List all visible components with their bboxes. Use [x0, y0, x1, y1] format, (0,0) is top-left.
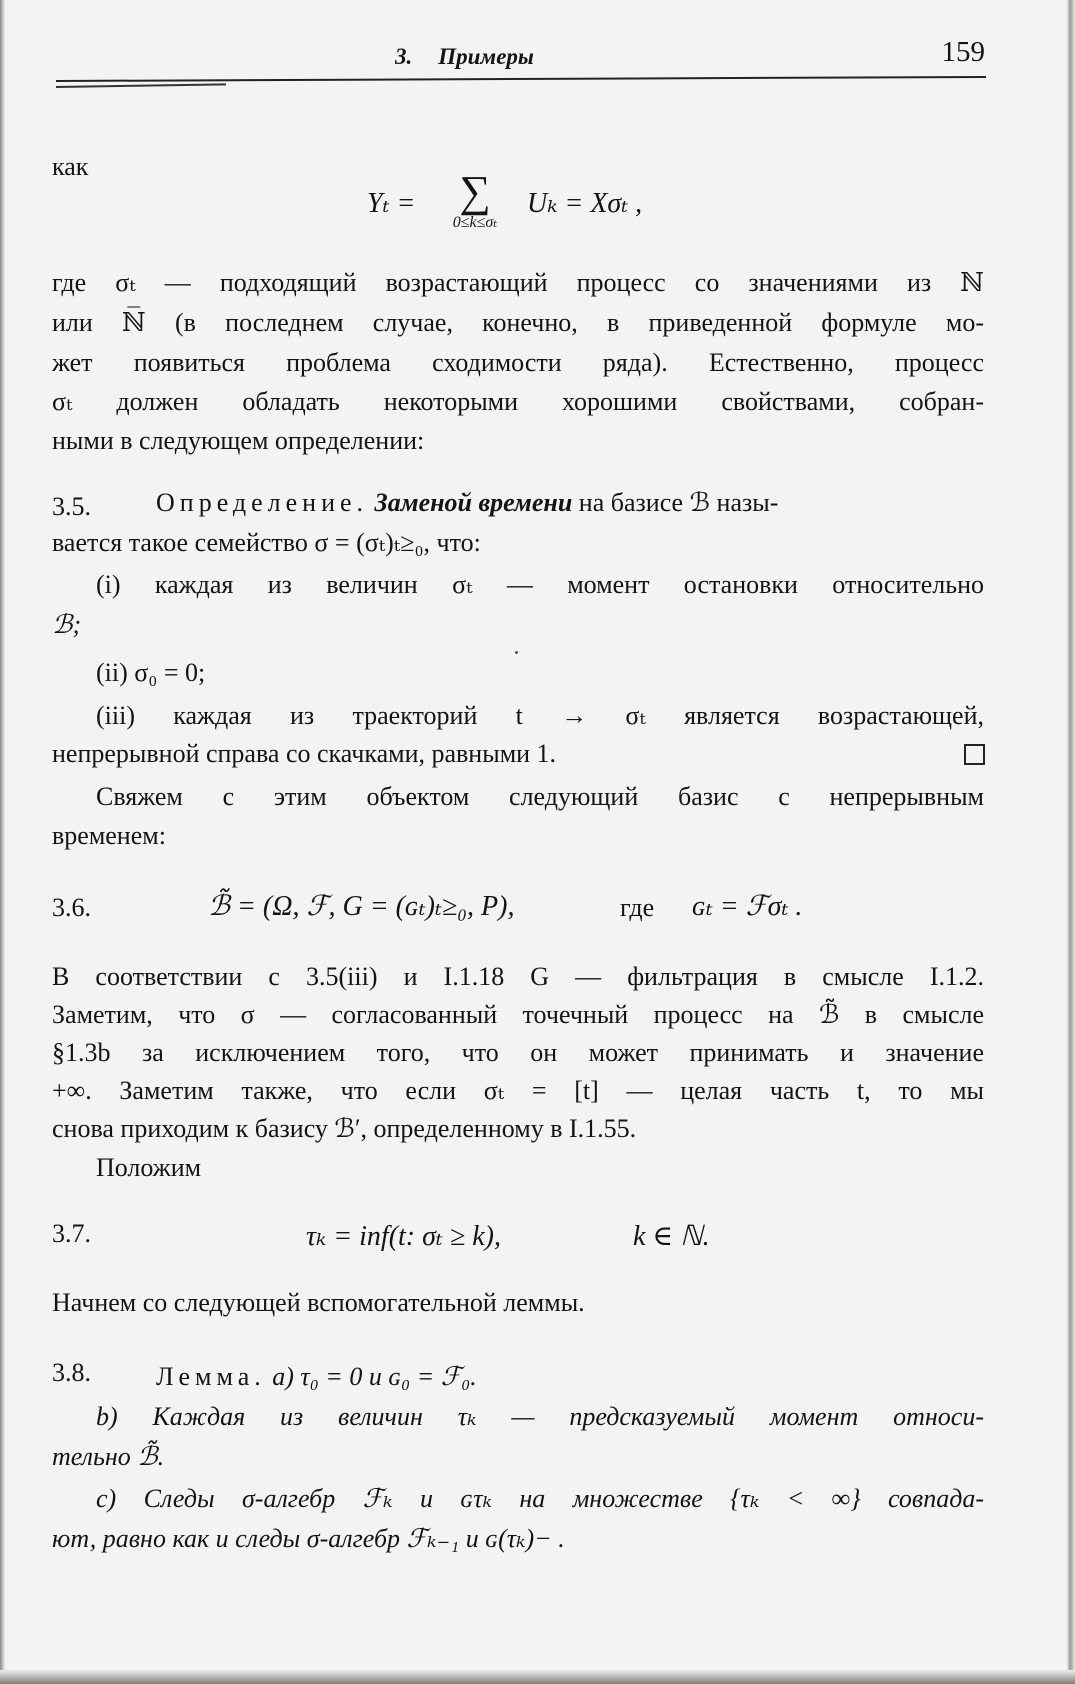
lemma-header-line — [156, 1358, 477, 1396]
running-header — [60, 36, 985, 76]
para2-line2: временем: — [52, 821, 166, 850]
eq36-number: 3.6. — [52, 893, 91, 922]
section-number: 3. — [395, 44, 413, 69]
lemma-number: 3.8. — [52, 1358, 91, 1387]
para3-line1: В соответствии с 3.5(iii) и I.1.18 G — фильтрация в смысле I.1.2. — [52, 962, 984, 991]
section-title: Примеры — [438, 44, 534, 69]
para3-line5: снова приходим к базису ℬ′, определенному в I.1.55. — [52, 1114, 637, 1143]
header-title — [395, 44, 534, 70]
sum-operator — [430, 167, 520, 232]
para1-line1: где σₜ — подходящий возрастающий процесс со значениями из ℕ — [52, 268, 984, 297]
def-item1-b: ℬ; — [52, 610, 82, 639]
para1-line5: ными в следующем определении: — [52, 426, 425, 455]
eq36-formula: ℬ̃ = (Ω, ℱ, G = (ɢₜ)ₜ≥₀, P), — [208, 891, 515, 922]
formula-y-lhs: Yₜ = — [367, 188, 416, 219]
eq37-condition: k ∈ ℕ. — [633, 1221, 710, 1252]
para4: Начнем со следующей вспомогательной леммы. — [52, 1288, 585, 1317]
formula-y-rhs: Uₖ = Xσₜ , — [527, 188, 643, 219]
lemma-part-c-2: ют, равно как и следы σ-алгебр ℱₖ₋₁ и ɢ(τₖ)− . — [52, 1524, 565, 1553]
para1-line2: или ℕ̅ (в последнем случае, конечно, в приведенной формуле мо- — [52, 308, 984, 337]
para2-line1: Свяжем с этим объектом следующий базис с непрерывным — [96, 782, 984, 811]
lemma-part-a: a) τ₀ = 0 и ɢ₀ = ℱ₀. — [272, 1362, 477, 1391]
scan-speck — [515, 651, 518, 654]
qed-square — [964, 744, 985, 765]
polozhim: Положим — [96, 1153, 202, 1182]
def-item2: (ii) σ₀ = 0; — [96, 658, 206, 687]
sum-symbol: ∑ — [459, 167, 491, 216]
eq36-rhs: ɢₜ = ℱσₜ . — [692, 891, 803, 922]
def-item1-a: (i) каждая из величин σₜ — момент остановки относительно — [96, 570, 984, 599]
scan-shadow-bottom — [0, 1670, 1075, 1684]
def-header-line — [156, 484, 778, 522]
def-line1-rest: на базисе ℬ назы- — [578, 488, 779, 517]
sum-index: 0≤k≤σₜ — [452, 214, 498, 231]
para3-line3: §1.3b за исключением того, что он может принимать и значение — [52, 1038, 984, 1067]
eq36-where: где — [620, 893, 655, 922]
header-rule-tail — [56, 83, 226, 88]
page-number: 159 — [941, 36, 985, 68]
scan-shadow-right — [1067, 0, 1075, 1684]
para1-line3: жет появиться проблема сходимости ряда). Естественно, процесс — [52, 348, 984, 377]
def-item3-b: непрерывной справа со скачками, равными 1. — [52, 739, 557, 768]
def-label: Определение. — [156, 488, 369, 517]
lemma-label: Лемма. — [156, 1362, 266, 1391]
def-number: 3.5. — [52, 492, 91, 521]
intro-word: как — [52, 152, 89, 181]
para3-line4: +∞. Заметим также, что если σₜ = [t] — целая часть t, то мы — [52, 1076, 984, 1105]
lemma-part-b-1: b) Каждая из величин τₖ — предсказуемый момент относи- — [96, 1402, 984, 1431]
def-item3-a: (iii) каждая из траекторий t → σₜ является возрастающей, — [96, 701, 984, 730]
eq37-number: 3.7. — [52, 1219, 91, 1248]
def-line2: вается такое семейство σ = (σₜ)ₜ≥₀, что: — [52, 528, 481, 557]
lemma-part-b-2: тельно ℬ̃. — [52, 1442, 165, 1471]
def-term: Заменой времени — [374, 488, 573, 517]
scan-shadow-left — [0, 0, 5, 1684]
eq37-formula: τₖ = inf(t: σₜ ≥ k), — [306, 1221, 501, 1252]
para3-line2: Заметим, что σ — согласованный точечный процесс на ℬ̃ в смысле — [52, 1000, 984, 1029]
header-rule — [56, 76, 986, 82]
lemma-part-c-1: c) Следы σ-алгебр ℱₖ и ɢτₖ на множестве {τₖ < ∞} совпада- — [96, 1484, 984, 1513]
para1-line4: σₜ должен обладать некоторыми хорошими свойствами, собран- — [52, 387, 984, 416]
